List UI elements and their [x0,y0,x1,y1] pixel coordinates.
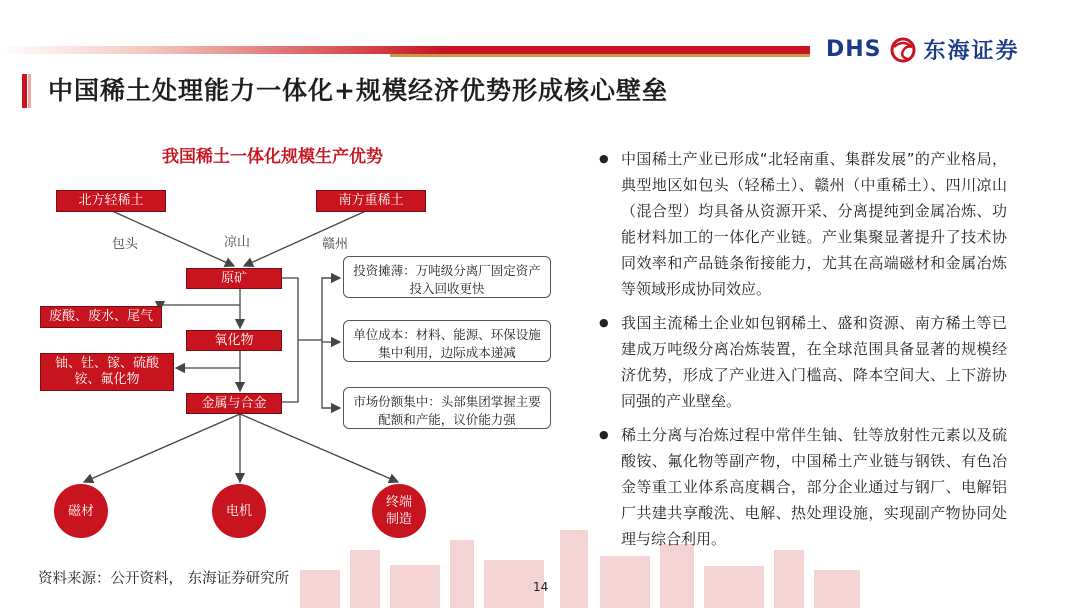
note-unit-cost: 单位成本：材料、能源、环保设施集中利用，边际成本递减 [343,320,551,362]
source-note: 资料来源：公开资料， 东海证券研究所 [38,571,290,587]
company-logo [826,34,1020,65]
stage-metal-alloy: 金属与合金 [186,393,282,414]
source-north-light: 北方轻稀土 [56,190,166,212]
stage-oxide: 氧化物 [186,330,282,351]
byproduct-waste: 废酸、废水、尾气 [40,306,162,328]
bullet-item-scale-economy: ● 我国主流稀土企业如包钢稀土、盛和资源、南方稀土等已建成万吨级分离冶炼装置，在全球范围具备显著的规模经济优势，形成了产业进入门槛高、降本空间大、上下游协同强的产业壁垒。 [597,310,1007,414]
location-ganzhou: 赣州 [322,237,349,252]
bullet-item-industry-layout: ● 中国稀土产业已形成“北轻南重、集群发展”的产业格局，典型地区如包头（轻稀土）、赣州（中重稀土）、四川凉山（混合型）均具备从资源开采、分离提纯到金属冶炼、功能材料加工的一体化产业链。产业集聚显著提升了技术协同效率和产品链条衔接能力，尤其在高端磁材和金属冶炼等领域形成协同效应。 [597,146,1007,302]
logo-chinese: 东海证券 [923,39,1020,64]
source-south-heavy: 南方重稀土 [316,190,426,212]
output-terminal-manufacturing: 终端制造 [372,484,426,538]
diagram-title: 我国稀土一体化规模生产优势 [162,147,383,167]
note-investment: 投资摊薄：万吨级分离厂固定资产投入回收更快 [343,256,551,298]
location-baotou: 包头 [112,237,139,252]
dragon-logo-icon [888,35,918,65]
location-liangshan: 凉山 [224,235,251,250]
logo-latin: DHS [826,37,882,62]
byproduct-elements: 铀、钍、镓、硫酸铵、氟化物 [40,353,174,391]
bullet-list [597,146,1007,560]
bullet-item-byproduct-synergy: ● 稀土分离与冶炼过程中常伴生铀、钍等放射性元素以及硫酸铵、氟化物等副产物，中国稀土产业链与钢铁、有色冶金等重工业体系高度耦合，部分企业通过与钢厂、电解铝厂共建共享酸洗、电解、热处理设施，实现副产物协同处理与综合利用。 [597,422,1007,552]
page-number: 14 [533,580,549,594]
page-title: 中国稀土处理能力一体化+规模经济优势形成核心壁垒 [48,76,668,105]
stage-raw-ore: 原矿 [186,268,282,289]
output-motor: 电机 [212,484,266,538]
note-market-share: 市场份额集中：头部集团掌握主要配额和产能，议价能力强 [343,387,551,429]
output-magnet: 磁材 [54,484,108,538]
